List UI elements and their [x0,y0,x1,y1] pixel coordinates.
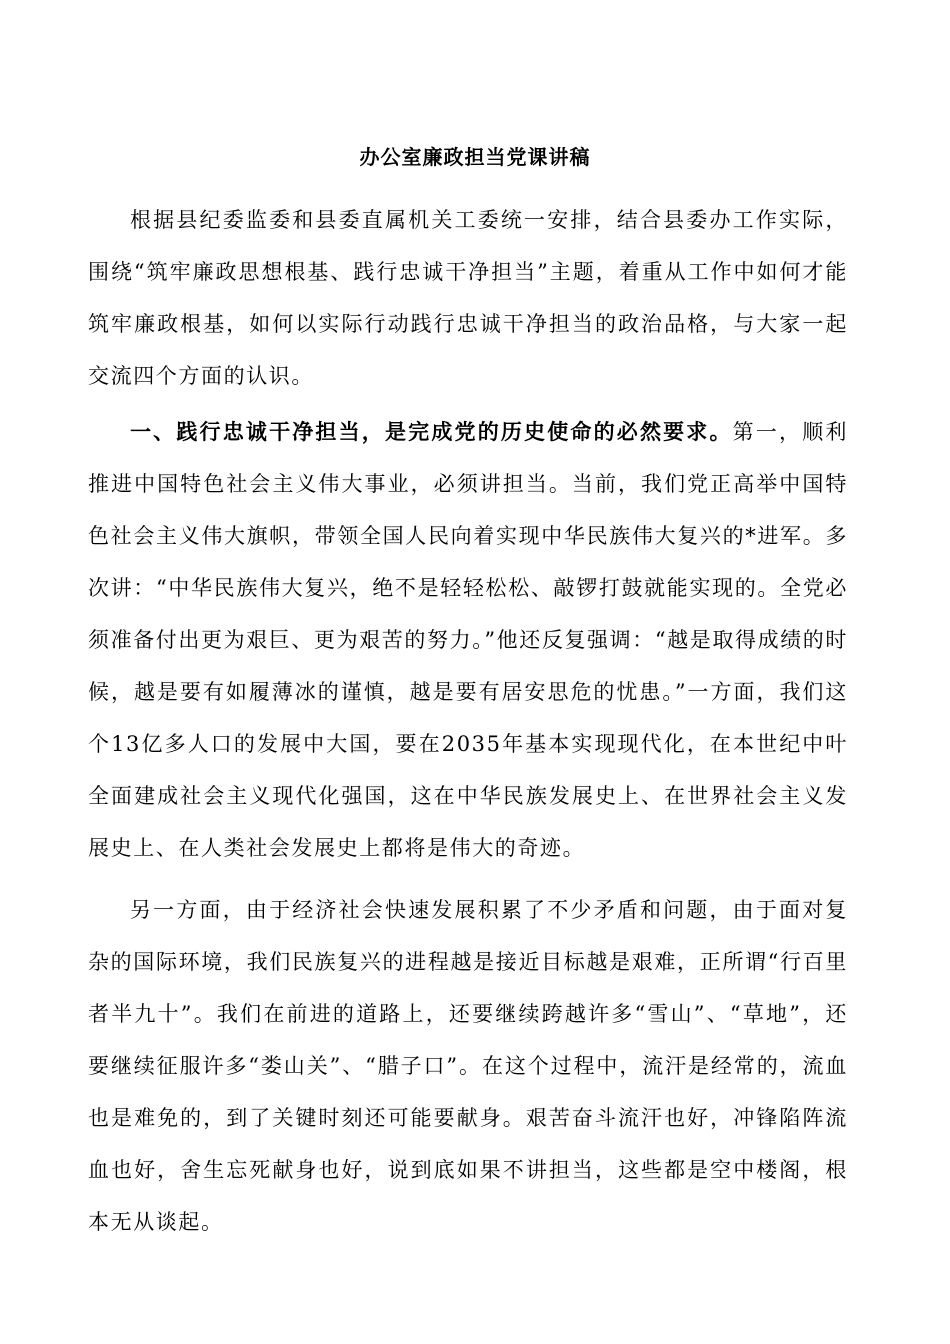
section-one-heading: 一、践行忠诚干净担当，是完成党的历史使命的必然要求。 [130,419,733,444]
paragraph-other-hand [88,884,848,1248]
paragraph-intro-text: 根据县纪委监委和县委直属机关工委统一安排，结合县委办工作实际，围绕“筑牢廉政思想根基、践行忠诚干净担当”主题，着重从工作中如何才能筑牢廉政根基，如何以实际行动践行忠诚干净担当的政治品格，与大家一起交流四个方面的认识。 [88,208,848,388]
paragraph-other-hand-text: 另一方面，由于经济社会快速发展积累了不少矛盾和问题，由于面对复杂的国际环境，我们民族复兴的进程越是接近目标越是艰难，正所谓“行百里者半九十”。我们在前进的道路上，还要继续跨越许多“雪山”、“草地”，还要继续征服许多“娄山关”、“腊子口”。在这个过程中，流汗是经常的，流血也是难免的，到了关键时刻还可能要献身。艰苦奋斗流汗也好，冲锋陷阵流血也好，舍生忘死献身也好，说到底如果不讲担当，这些都是空中楼阁，根本无从谈起。 [88,898,848,1234]
section-one-text: 第一，顺利推进中国特色社会主义伟大事业，必须讲担当。当前，我们党正高举中国特色社会主义伟大旗帜，带领全国人民向着实现中华民族伟大复兴的*进军。多次讲：“中华民族伟大复兴，绝不是轻轻松松、敲锣打鼓就能实现的。全党必须准备付出更为艰巨、更为艰苦的努力。”他还反复强调：“越是取得成绩的时候，越是要有如履薄冰的谨慎，越是要有居安思危的忧患。”一方面，我们这个13亿多人口的发展中大国，要在2035年基本实现现代化，在本世纪中叶全面建成社会主义现代化强国，这在中华民族发展史上、在世界社会主义发展史上、在人类社会发展史上都将是伟大的奇迹。 [88,420,848,860]
paragraph-intro [88,194,848,402]
paragraph-section-one [88,406,848,874]
document-title: 办公室廉政担当党课讲稿 [359,145,591,169]
document-body [88,194,848,1248]
